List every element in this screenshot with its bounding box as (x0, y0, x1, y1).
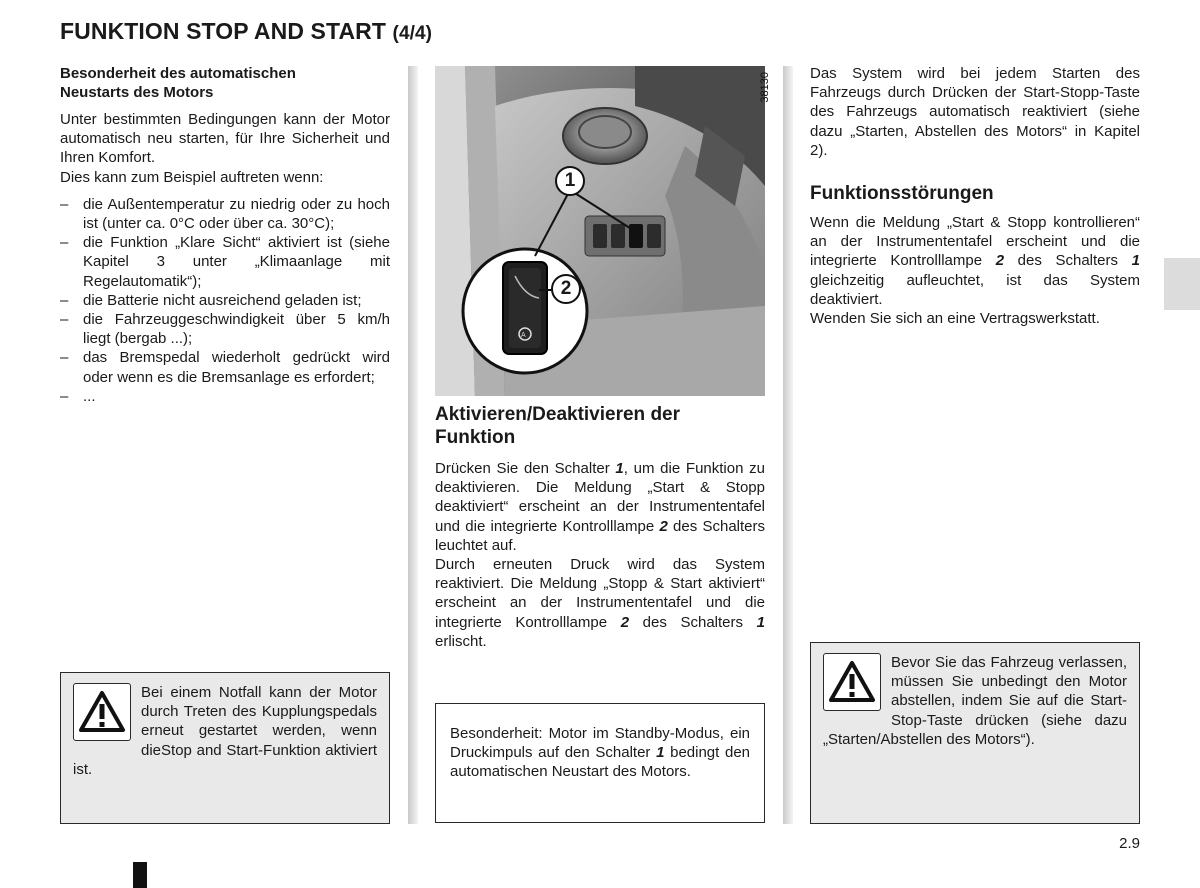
workshop-paragraph: Wenden Sie sich an eine Vertragswerkstatt. (810, 310, 1100, 328)
list-item: – ... (60, 387, 390, 406)
intro-paragraph: Unter bestimmten Bedingungen kann der Motor automatisch neu starten, für Ihre Sicherheit und Ihren Komfort. (60, 111, 390, 167)
activate-paragraph-2: Durch erneuten Druck wird das System reaktiviert. Die Meldung „Stopp & Start aktiviert“ erscheint an der Instrumententafel und die integrierte Kontrolllampe 2 des Schalters 1 erlischt. (435, 556, 765, 650)
warning-text: Bei einem Notfall kann der Motor durch Treten des Kupplungspedals erneut gestartet werden, wenn dieStop and Start-Funktion aktiviert ist. (73, 684, 377, 778)
reactivation-paragraph: Das System wird bei jedem Starten des Fahrzeugs durch Drücken der Start-Stopp-Taste des Fahrzeugs automatisch reaktiviert (siehe dazu „Starten, Abstellen des Motors“ in Kapitel 2). (810, 65, 1140, 159)
print-mark (133, 862, 147, 888)
section-heading-faults: Funktionsstörungen (810, 183, 994, 205)
list-item: – die Funktion „Klare Sicht“ aktiviert ist (siehe Kapitel 3 unter „Klimaanlage mit Regelautomatik“); (60, 233, 390, 291)
condition-list (60, 195, 390, 406)
section-heading-activate (435, 403, 765, 449)
list-item: – das Bremspedal wiederholt gedrückt wird oder wenn es die Bremsanlage es erfordert; (60, 348, 390, 386)
heading-line: Besonderheit des automatischen (60, 65, 296, 82)
activate-paragraph-1: Drücken Sie den Schalter 1, um die Funktion zu deaktivieren. Die Meldung „Start & Stopp deaktiviert“ erscheint an der Instrumententafel und die integrierte Kontrolllampe 2 des Schalters leuchtet auf. (435, 460, 765, 554)
switch-number: 1 (756, 613, 765, 631)
column-gutter-left (408, 66, 418, 824)
warning-triangle-icon (73, 683, 131, 741)
title-text: FUNKTION STOP AND START (60, 18, 387, 44)
chapter-tab (1164, 258, 1200, 310)
lamp-number: 2 (995, 252, 1005, 270)
dashboard-photo (435, 66, 771, 396)
left-column (60, 64, 390, 406)
list-item: – die Batterie nicht ausreichend geladen ist; (60, 291, 390, 310)
heading-line: Aktivieren/Deaktivieren der (435, 404, 681, 425)
lamp-number: 2 (620, 613, 630, 631)
figure-code: 38130 (759, 72, 771, 103)
middle-column (435, 403, 765, 651)
faults-paragraph: Wenn die Meldung „Start & Stopp kontrollieren“ an der Instrumententafel erscheint und die integrierte Kontrolllampe 2 des Schalters 1 gleichzeitig aufleuchtet, ist das System deaktiviert. (810, 214, 1140, 308)
callout-1: 1 (555, 166, 585, 196)
right-column (810, 64, 1140, 328)
warning-text: Bevor Sie das Fahrzeug verlassen, müssen Sie unbedingt den Motor abstellen, indem Sie auf die Start-Stop-Taste drücken (siehe dazu „Starten/Abstellen des Motors“). (823, 654, 1127, 748)
intro-paragraph-2: Dies kann zum Beispiel auftreten wenn: (60, 168, 324, 186)
page-title (60, 18, 432, 45)
list-item: – die Fahrzeuggeschwindigkeit über 5 km/h liegt (bergab ...); (60, 310, 390, 348)
switch-number: 1 (615, 460, 624, 477)
lamp-number: 2 (659, 517, 668, 535)
note-text: Besonderheit: Motor im Standby-Modus, ein Druckimpuls auf den Schalter 1 bedingt den automatischen Neustart des Motors. (450, 725, 751, 781)
column-gutter-right (783, 66, 793, 824)
title-suffix: (4/4) (392, 23, 433, 44)
switch-number: 1 (1131, 252, 1140, 270)
warning-triangle-icon (823, 653, 881, 711)
warning-box-left (60, 672, 390, 824)
page-number: 2.9 (1119, 835, 1140, 852)
note-box-standby (435, 703, 765, 823)
svg-text:A: A (521, 332, 526, 339)
list-item: – die Außentemperatur zu niedrig oder zu hoch ist (unter ca. 0°C oder über ca. 30°C); (60, 195, 390, 233)
callout-2: 2 (551, 274, 581, 304)
warning-box-right (810, 642, 1140, 824)
heading-line: Funktion (435, 427, 516, 448)
heading-line: Neustarts des Motors (60, 84, 214, 101)
section-heading-restart (60, 64, 390, 102)
switch-number: 1 (656, 744, 665, 762)
